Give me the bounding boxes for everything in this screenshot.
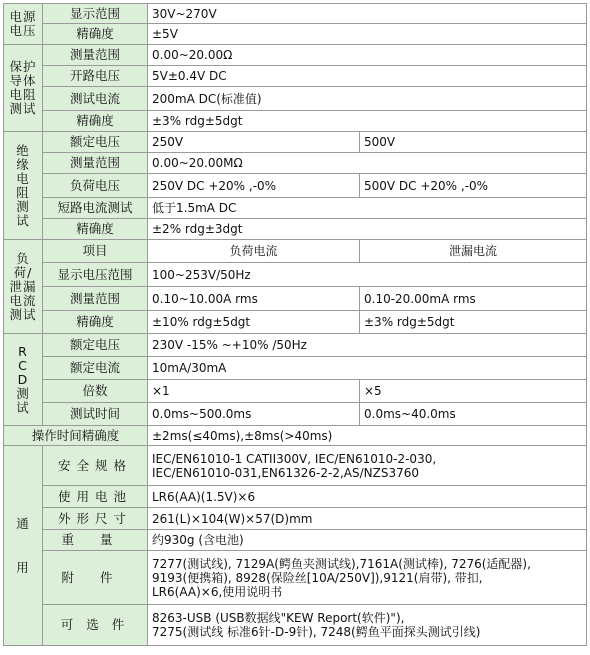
label-test-time: 测试时间: [43, 403, 148, 426]
table-row: [4, 219, 587, 240]
header-load-current: 负荷电流: [148, 240, 360, 263]
optional-line: 7275(测试线 标准6针-D-9针), 7248(鳄鱼平面探头测试引线): [152, 625, 481, 639]
label-test-current: 测试电流: [43, 87, 148, 111]
value-safety: [148, 446, 587, 486]
value-weight: 约930g (含电池): [148, 530, 587, 551]
table-row: [4, 311, 587, 334]
value-rated-current: 10mA/30mA: [148, 357, 587, 380]
label-display-range: 显示范围: [43, 4, 148, 24]
value-test-time-2: 0.0ms~40.0ms: [360, 403, 587, 426]
table-row: [4, 334, 587, 357]
label-accuracy: 精确度: [43, 24, 148, 45]
label-rated-voltage: 额定电压: [43, 334, 148, 357]
label-accuracy: 精确度: [43, 311, 148, 334]
label-display-voltage-range: 显示电压范围: [43, 263, 148, 287]
table-row: [4, 486, 587, 508]
table-row: [4, 263, 587, 287]
label-item: 项目: [43, 240, 148, 263]
table-row: [4, 240, 587, 263]
label-optional: 可选件: [43, 605, 148, 646]
spec-table: [3, 3, 587, 646]
optional-line: 8263-USB (USB数据线"KEW Report(软件)"),: [152, 611, 405, 625]
label-rated-voltage: 额定电压: [43, 132, 148, 153]
value-test-current: 200mA DC(标准值): [148, 87, 587, 111]
label-rated-current: 额定电流: [43, 357, 148, 380]
table-row: [4, 605, 587, 646]
value-rated-voltage-250: 250V: [148, 132, 360, 153]
category-continuity: 保护导体电阻测试: [4, 45, 43, 132]
table-row: [4, 4, 587, 24]
accessories-line: 7277(测试线), 7129A(鳄鱼夹测试线),7161A(测试棒), 7276(适配器),: [152, 556, 531, 571]
table-row: [4, 426, 587, 446]
table-row: [4, 287, 587, 311]
table-row: [4, 87, 587, 111]
label-safety: 安全规格: [43, 446, 148, 486]
value-battery: LR6(AA)(1.5V)×6: [148, 486, 587, 508]
label-open-voltage: 开路电压: [43, 66, 148, 87]
value-measure-range: 0.00~20.00MΩ: [148, 153, 587, 174]
value-open-voltage: 5V±0.4V DC: [148, 66, 587, 87]
value-accuracy: ±3% rdg±5dgt: [148, 111, 587, 132]
value-load-voltage-250: 250V DC +20% ,-0%: [148, 174, 360, 198]
accessories-line: 9193(便携箱), 8928(保险丝[10A/250V]),9121(肩带), 带扣,: [152, 570, 483, 585]
label-measure-range: 测量范围: [43, 153, 148, 174]
value-rated-voltage-500: 500V: [360, 132, 587, 153]
value-multiplier-5: ×5: [360, 380, 587, 403]
value-load-measure-range: 0.10~10.00A rms: [148, 287, 360, 311]
label-measure-range: 测量范围: [43, 287, 148, 311]
label-accuracy: 精确度: [43, 111, 148, 132]
label-multiplier: 倍数: [43, 380, 148, 403]
category-insulation: 绝缘电阻测试: [4, 132, 43, 240]
label-op-time-accuracy: 操作时间精确度: [4, 426, 148, 446]
table-row: [4, 153, 587, 174]
label-battery: 使用电池: [43, 486, 148, 508]
value-short-current: 低于1.5mA DC: [148, 198, 587, 219]
table-row: [4, 111, 587, 132]
value-display-voltage-range: 100~253V/50Hz: [148, 263, 587, 287]
table-row: [4, 174, 587, 198]
category-power: 电源电压: [4, 4, 43, 45]
safety-line: IEC/EN61010-031,EN61326-2-2,AS/NZS3760: [152, 465, 420, 480]
table-row: [4, 198, 587, 219]
value-load-accuracy: ±10% rdg±5dgt: [148, 311, 360, 334]
safety-line: IEC/EN61010-1 CATII300V, IEC/EN61010-2-030,: [152, 451, 437, 466]
table-row: [4, 446, 587, 486]
table-row: [4, 45, 587, 66]
value-load-voltage-500: 500V DC +20% ,-0%: [360, 174, 587, 198]
label-weight: 重量: [43, 530, 148, 551]
table-row: [4, 530, 587, 551]
value-accuracy: ±5V: [148, 24, 587, 45]
label-accessories: 附件: [43, 551, 148, 605]
value-measure-range: 0.00~20.00Ω: [148, 45, 587, 66]
table-row: [4, 380, 587, 403]
value-leak-measure-range: 0.10-20.00mA rms: [360, 287, 587, 311]
value-accessories: [148, 551, 587, 605]
table-row: [4, 24, 587, 45]
table-row: [4, 403, 587, 426]
label-dimensions: 外形尺寸: [43, 508, 148, 530]
table-row: [4, 66, 587, 87]
category-load-leak: 负荷/泄漏电流测试: [4, 240, 43, 334]
value-rated-voltage: 230V -15% ~+10% /50Hz: [148, 334, 587, 357]
value-optional: [148, 605, 587, 646]
category-general: 通用: [4, 446, 43, 646]
table-row: [4, 357, 587, 380]
value-accuracy: ±2% rdg±3dgt: [148, 219, 587, 240]
table-row: [4, 132, 587, 153]
category-rcd: RCD测试: [4, 334, 43, 426]
accessories-line: LR6(AA)×6,使用说明书: [152, 584, 283, 599]
table-row: [4, 551, 587, 605]
value-display-range: 30V~270V: [148, 4, 587, 24]
label-measure-range: 测量范围: [43, 45, 148, 66]
value-leak-accuracy: ±3% rdg±5dgt: [360, 311, 587, 334]
label-accuracy: 精确度: [43, 219, 148, 240]
label-short-current: 短路电流测试: [43, 198, 148, 219]
value-dimensions: 261(L)×104(W)×57(D)mm: [148, 508, 587, 530]
table-row: [4, 508, 587, 530]
value-op-time-accuracy: ±2ms(≤40ms),±8ms(>40ms): [148, 426, 587, 446]
value-multiplier-1: ×1: [148, 380, 360, 403]
header-leak-current: 泄漏电流: [360, 240, 587, 263]
value-test-time-1: 0.0ms~500.0ms: [148, 403, 360, 426]
label-load-voltage: 负荷电压: [43, 174, 148, 198]
